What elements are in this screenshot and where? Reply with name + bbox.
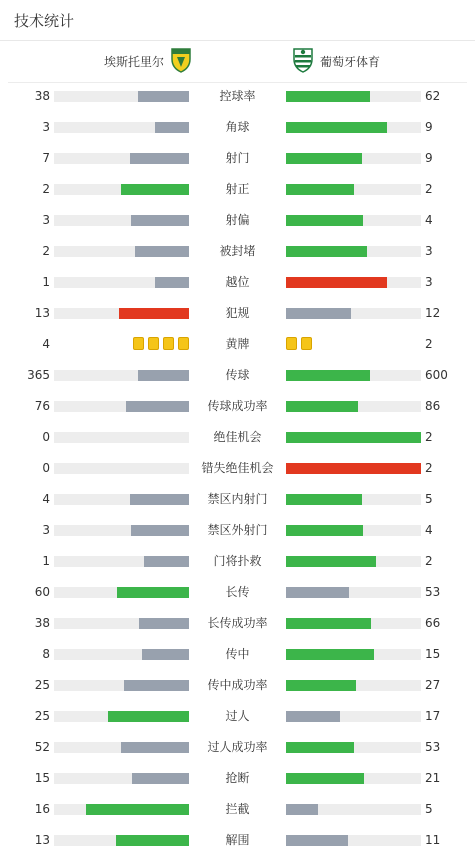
home-stat-bar-track [54,184,189,195]
stat-row [0,763,475,794]
away-stat-value: 53 [425,585,441,599]
stat-row [0,112,475,143]
away-stat-value: 2 [425,554,433,568]
stat-row [0,236,475,267]
away-stat-value: 2 [425,182,433,196]
away-stat-bar-track [286,308,421,319]
away-stat-bar-track [286,184,421,195]
away-stat-bar-fill [286,711,340,722]
stat-label: 角球 [225,120,250,134]
away-stat-bar-fill [286,649,374,660]
stat-row [0,81,475,112]
yellow-card-icon [301,337,312,350]
away-yellow-cards [286,337,312,350]
stat-row [0,205,475,236]
yellow-card-icon [163,337,174,350]
home-stat-bar-fill [139,618,189,629]
away-stat-bar-track [286,153,421,164]
away-stat-bar-track [286,587,421,598]
home-stat-value: 1 [42,554,50,568]
stat-label: 射门 [225,151,250,165]
away-stat-bar-track [286,215,421,226]
away-stat-bar-fill [286,308,351,319]
stat-row [0,422,475,453]
away-stat-bar-fill [286,401,358,412]
home-stat-value: 4 [42,492,50,506]
stat-row [0,298,475,329]
home-stat-value: 25 [34,678,50,692]
away-stat-bar-fill [286,587,349,598]
away-team [292,41,380,82]
stat-label: 错失绝佳机会 [201,461,274,475]
home-stat-bar-track [54,680,189,691]
away-team-crest-icon [292,47,314,77]
stat-row [0,546,475,577]
stat-row [0,484,475,515]
stats-list [0,81,475,856]
stat-label: 传中成功率 [207,678,268,692]
away-stat-value: 2 [425,461,433,475]
away-stat-value: 11 [425,833,441,847]
away-stat-bar-fill [286,742,354,753]
away-stat-bar-track [286,122,421,133]
away-stat-bar-track [286,835,421,846]
home-stat-bar-fill [138,91,189,102]
stat-row [0,608,475,639]
away-stat-bar-track [286,246,421,257]
away-stat-bar-track [286,494,421,505]
home-stat-bar-track [54,308,189,319]
away-team-name: 葡萄牙体育 [320,55,381,69]
away-stat-bar-track [286,556,421,567]
home-stat-bar-fill [142,649,189,660]
home-stat-bar-track [54,649,189,660]
away-stat-value: 2 [425,337,433,351]
home-stat-bar-track [54,525,189,536]
teams-bar [8,41,467,83]
home-stat-bar-track [54,587,189,598]
away-stat-bar-fill [286,463,421,474]
home-stat-bar-fill [131,215,189,226]
away-stat-bar-fill [286,215,363,226]
away-stat-bar-track [286,401,421,412]
away-stat-bar-track [286,649,421,660]
home-stat-value: 8 [42,647,50,661]
stat-label: 犯规 [225,306,250,320]
home-stat-value: 2 [42,182,50,196]
stat-row [0,174,475,205]
away-stat-value: 5 [425,802,433,816]
home-stat-value: 3 [42,523,50,537]
stat-row [0,453,475,484]
home-stat-bar-track [54,91,189,102]
away-stat-bar-track [286,463,421,474]
home-stat-value: 38 [34,616,50,630]
away-stat-bar-fill [286,494,362,505]
home-stat-bar-fill [155,122,189,133]
stat-label: 长传成功率 [207,616,268,630]
away-stat-bar-track [286,277,421,288]
stat-label: 射正 [225,182,250,196]
away-stat-bar-track [286,525,421,536]
home-stat-bar-track [54,246,189,257]
home-stat-bar-fill [121,184,189,195]
page-title: 技术统计 [14,11,75,30]
away-stat-value: 2 [425,430,433,444]
home-stat-bar-track [54,804,189,815]
away-stat-value: 15 [425,647,441,661]
home-stat-bar-track [54,463,189,474]
away-stat-bar-fill [286,680,356,691]
home-stat-bar-fill [86,804,189,815]
away-stat-bar-track [286,804,421,815]
away-stat-bar-fill [286,835,348,846]
away-stat-bar-fill [286,277,387,288]
stat-label: 传中 [225,647,250,661]
stat-label: 解围 [225,833,250,847]
stat-row [0,670,475,701]
away-stat-bar-track [286,680,421,691]
away-stat-bar-fill [286,525,363,536]
home-stat-bar-fill [130,153,189,164]
home-stat-bar-fill [108,711,189,722]
home-stat-value: 13 [34,833,50,847]
away-stat-value: 12 [425,306,441,320]
home-stat-bar-fill [138,370,189,381]
home-stat-value: 60 [34,585,50,599]
away-stat-bar-fill [286,618,371,629]
home-stat-bar-fill [126,401,189,412]
home-stat-bar-fill [132,773,189,784]
home-stat-bar-track [54,277,189,288]
stat-row [0,267,475,298]
home-stat-bar-fill [135,246,189,257]
home-stat-bar-track [54,618,189,629]
home-stat-bar-fill [119,308,189,319]
stat-label: 传球成功率 [207,399,268,413]
away-stat-bar-track [286,773,421,784]
stat-label: 过人成功率 [207,740,268,754]
away-stat-bar-track [286,91,421,102]
home-stat-bar-fill [116,835,189,846]
home-stat-value: 16 [34,802,50,816]
away-stat-value: 27 [425,678,441,692]
yellow-card-icon [178,337,189,350]
stat-label: 长传 [225,585,250,599]
home-stat-bar-track [54,835,189,846]
away-stat-bar-fill [286,804,318,815]
stat-row [0,360,475,391]
away-stat-value: 4 [425,213,433,227]
home-stat-bar-fill [124,680,189,691]
stat-label: 射偏 [225,213,250,227]
away-stat-bar-track [286,618,421,629]
stat-label: 抢断 [225,771,250,785]
home-stat-value: 13 [34,306,50,320]
away-stat-bar-fill [286,122,387,133]
home-stat-bar-track [54,556,189,567]
stat-row [0,639,475,670]
home-stat-bar-fill [130,494,189,505]
home-stat-bar-track [54,773,189,784]
away-stat-bar-fill [286,556,376,567]
away-stat-bar-track [286,370,421,381]
stat-label: 控球率 [219,89,256,103]
home-stat-bar-track [54,153,189,164]
home-stat-value: 1 [42,275,50,289]
stat-row [0,329,475,360]
home-stat-value: 76 [34,399,50,413]
away-stat-value: 86 [425,399,441,413]
stat-row [0,391,475,422]
away-stat-bar-fill [286,246,367,257]
home-stat-value: 15 [34,771,50,785]
home-stat-bar-track [54,401,189,412]
home-stat-bar-fill [131,525,189,536]
stat-row [0,732,475,763]
home-stat-value: 365 [27,368,50,382]
home-stat-value: 0 [42,430,50,444]
home-stat-bar-fill [155,277,189,288]
away-stat-value: 600 [425,368,448,382]
yellow-card-icon [133,337,144,350]
home-stat-value: 7 [42,151,50,165]
home-stat-bar-track [54,742,189,753]
home-stat-value: 52 [34,740,50,754]
away-stat-bar-fill [286,773,364,784]
home-stat-bar-track [54,370,189,381]
stat-label: 被封堵 [219,244,256,258]
stat-label: 禁区内射门 [207,492,268,506]
home-stat-value: 4 [42,337,50,351]
away-stat-bar-track [286,711,421,722]
stat-row [0,577,475,608]
home-stat-bar-track [54,432,189,443]
home-team [104,41,192,82]
home-stat-bar-track [54,711,189,722]
away-stat-value: 62 [425,89,441,103]
away-stat-value: 9 [425,120,433,134]
away-stat-bar-fill [286,370,370,381]
stat-label: 黄牌 [225,337,250,351]
stat-row [0,794,475,825]
away-stat-bar-fill [286,184,354,195]
away-stat-bar-fill [286,432,421,443]
away-stat-bar-fill [286,153,362,164]
home-stat-value: 0 [42,461,50,475]
stat-label: 禁区外射门 [207,523,268,537]
home-stat-value: 2 [42,244,50,258]
stat-row [0,701,475,732]
away-stat-value: 66 [425,616,441,630]
away-stat-value: 3 [425,275,433,289]
stat-row [0,143,475,174]
stats-header [0,0,475,41]
stat-label: 拦截 [225,802,250,816]
stat-row [0,825,475,856]
home-stat-value: 25 [34,709,50,723]
stat-row [0,515,475,546]
away-stat-value: 21 [425,771,441,785]
home-stat-bar-fill [144,556,189,567]
home-stat-bar-track [54,122,189,133]
home-team-crest-icon [170,47,192,77]
away-stat-value: 3 [425,244,433,258]
home-stat-value: 3 [42,213,50,227]
home-stat-value: 3 [42,120,50,134]
away-stat-value: 5 [425,492,433,506]
home-yellow-cards [133,337,189,350]
stat-label: 过人 [225,709,250,723]
away-stat-bar-track [286,432,421,443]
away-stat-value: 53 [425,740,441,754]
home-stat-bar-track [54,215,189,226]
stat-label: 传球 [225,368,250,382]
away-stat-bar-fill [286,91,370,102]
home-stat-value: 38 [34,89,50,103]
home-stat-bar-fill [117,587,189,598]
yellow-card-icon [148,337,159,350]
home-stat-bar-fill [121,742,189,753]
away-stat-value: 9 [425,151,433,165]
stat-label: 越位 [225,275,250,289]
home-team-name: 埃斯托里尔 [103,55,164,69]
yellow-card-icon [286,337,297,350]
stat-label: 门将扑救 [213,554,262,568]
away-stat-value: 4 [425,523,433,537]
away-stat-bar-track [286,742,421,753]
home-stat-bar-track [54,494,189,505]
stat-label: 绝佳机会 [213,430,262,444]
away-stat-value: 17 [425,709,441,723]
